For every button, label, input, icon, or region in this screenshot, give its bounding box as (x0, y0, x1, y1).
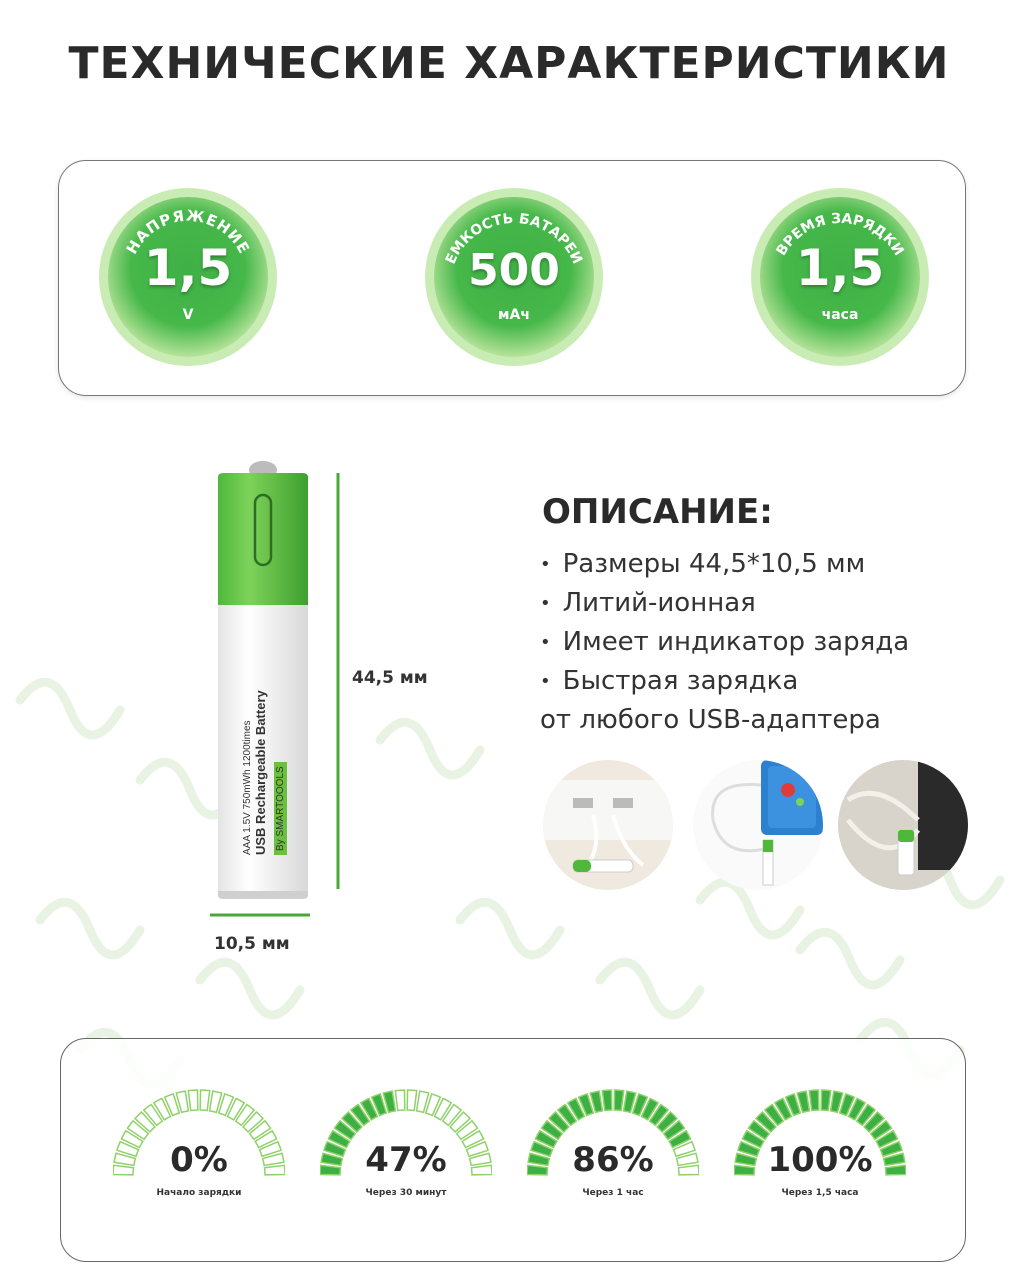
gauge-caption: Через 1,5 часа (781, 1188, 859, 1198)
list-item (540, 545, 1010, 584)
gauge-segment-filled (602, 1090, 612, 1110)
charge-gauge (734, 1082, 906, 1212)
spec-value: 1,5 (795, 239, 885, 297)
battery-brand-line: By SMARTOOOLS (274, 762, 287, 855)
list-item (540, 623, 1010, 662)
spec-value: 1,5 (143, 239, 233, 297)
bullet-icon: • (540, 593, 551, 614)
bullet-icon: • (540, 632, 551, 653)
list-item-text: Имеет индикатор заряда (562, 627, 910, 657)
battery-title-line: USB Rechargeable Battery (253, 690, 268, 855)
spec-label: ЕМКОСТЬ БАТАРЕИ (442, 210, 586, 267)
charge-gauge (320, 1082, 492, 1212)
battery-label (218, 635, 310, 855)
page-title: ТЕХНИЧЕСКИЕ ХАРАКТЕРИСТИКИ (68, 38, 950, 89)
gauge-segment-empty (200, 1090, 210, 1110)
battery-illustration (200, 455, 460, 975)
gauge-percent: 86% (572, 1140, 654, 1180)
bullet-icon: • (540, 671, 551, 692)
list-item (540, 584, 1010, 623)
spec-value: 500 (468, 245, 560, 296)
spec-badge-charge-time (750, 187, 930, 367)
list-item-text: Быстрая зарядка (562, 666, 799, 696)
gauge-caption: Через 1 час (582, 1188, 644, 1198)
gauge-caption: Начало зарядки (156, 1188, 242, 1198)
list-item (540, 662, 1010, 701)
spec-unit: часа (821, 307, 859, 323)
bullet-icon: • (540, 554, 551, 575)
list-item-text: Размеры 44,5*10,5 мм (562, 549, 866, 579)
description-title: ОПИСАНИЕ: (542, 492, 773, 532)
spec-label: ВРЕМЯ ЗАРЯДКИ (773, 210, 907, 259)
spec-badge-capacity (424, 187, 604, 367)
gauge-caption: Через 30 минут (365, 1188, 447, 1198)
usage-photo-device (693, 760, 823, 890)
spec-unit: V (182, 307, 194, 323)
spec-label: НАПРЯЖЕНИЕ (122, 206, 254, 258)
gauge-percent: 0% (170, 1140, 228, 1180)
gauge-segment-filled (821, 1090, 831, 1110)
gauge-segment-filled (614, 1090, 624, 1110)
charge-gauge (113, 1082, 285, 1212)
charge-gauge (527, 1082, 699, 1212)
usage-photo-power-strip (543, 760, 673, 890)
gauge-segment-empty (188, 1090, 198, 1110)
battery-spec-line: AAA 1.5V 750mWh 1200times (242, 720, 253, 855)
list-item-continuation: от любого USB-адаптера (540, 705, 881, 735)
gauge-segment-empty (395, 1090, 405, 1110)
usage-photo-laptop (838, 760, 968, 890)
dimension-width: 10,5 мм (214, 934, 290, 954)
spec-unit: мАч (498, 307, 530, 323)
dimension-height: 44,5 мм (352, 668, 428, 688)
list-item-text: Литий-ионная (562, 588, 756, 618)
spec-badge-voltage (98, 187, 278, 367)
gauge-percent: 100% (767, 1140, 873, 1180)
gauge-segment-empty (407, 1090, 417, 1110)
gauge-percent: 47% (365, 1140, 447, 1180)
description-list (540, 545, 1010, 740)
gauge-segment-filled (809, 1090, 819, 1110)
